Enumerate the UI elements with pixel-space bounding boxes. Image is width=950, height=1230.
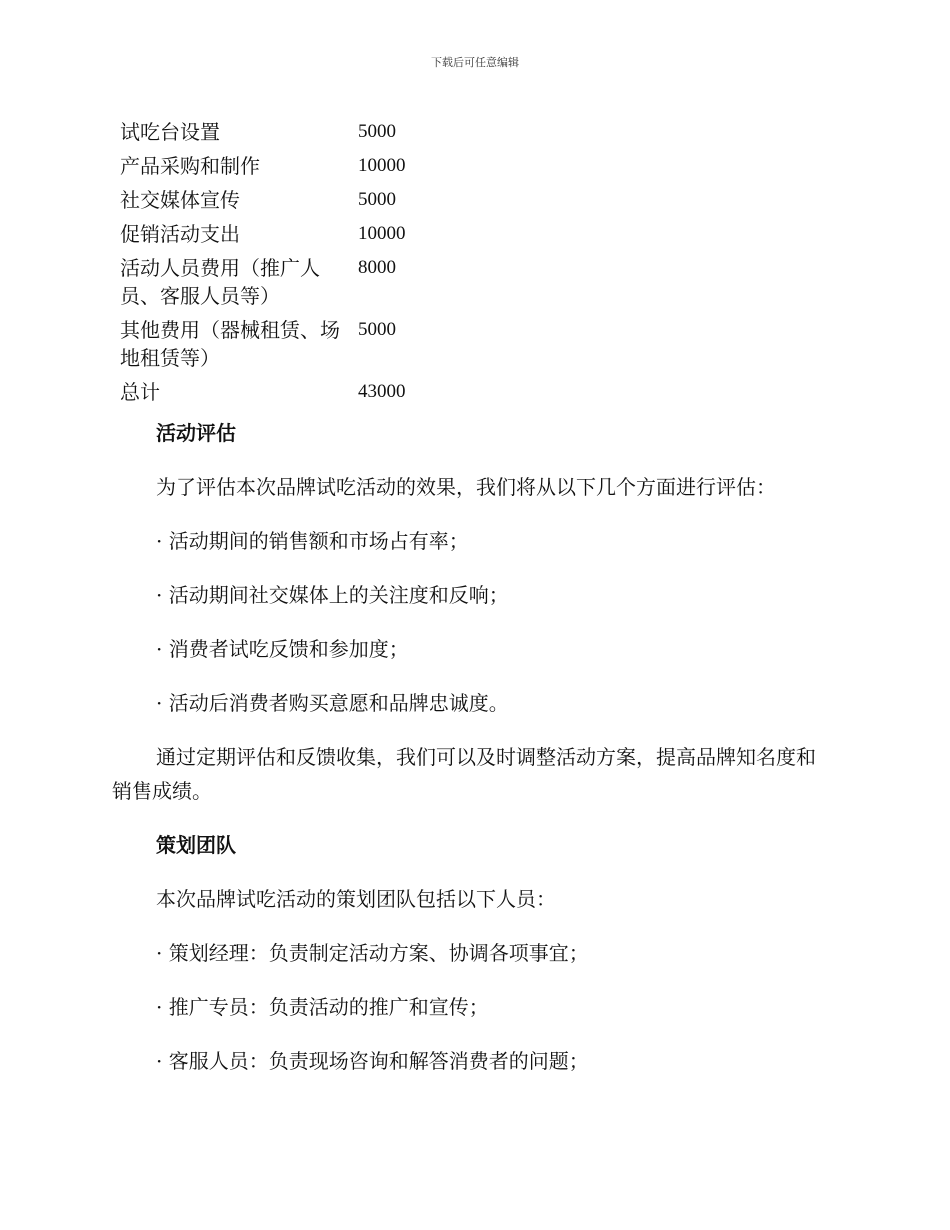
document-body (112, 416, 832, 1098)
budget-item: 活动人员费用（推广人员、客服人员等） (120, 256, 320, 308)
list-item: · 策划经理：负责制定活动方案、协调各项事宜； (156, 941, 589, 965)
budget-item: 社交媒体宣传 (120, 188, 240, 212)
evaluation-intro: 为了评估本次品牌试吃活动的效果，我们将从以下几个方面进行评估： (156, 475, 776, 499)
budget-item: 其他费用（器械租赁、场地租赁等） (120, 318, 340, 370)
budget-amount: 8000 (358, 257, 396, 278)
list-item: · 活动期间社交媒体上的关注度和反响； (156, 583, 509, 607)
budget-amount: 5000 (358, 189, 396, 210)
table-row (120, 184, 480, 218)
budget-item: 促销活动支出 (120, 222, 240, 246)
list-item: · 活动期间的销售额和市场占有率； (156, 529, 469, 553)
table-row (120, 116, 480, 150)
table-row (120, 314, 480, 376)
table-row (120, 150, 480, 184)
team-heading: 策划团队 (156, 833, 236, 857)
table-row (120, 218, 480, 252)
page-header: 下载后可任意编辑 (431, 56, 519, 69)
budget-total-label: 总计 (120, 380, 160, 404)
list-item: · 推广专员：负责活动的推广和宣传； (156, 995, 489, 1019)
table-row (120, 252, 480, 314)
budget-amount: 10000 (358, 223, 406, 244)
budget-item: 产品采购和制作 (120, 154, 260, 178)
evaluation-heading: 活动评估 (156, 421, 236, 445)
list-item: · 消费者试吃反馈和参加度； (156, 637, 409, 661)
list-item: · 活动后消费者购买意愿和品牌忠诚度。 (156, 691, 509, 715)
budget-item: 试吃台设置 (120, 120, 220, 144)
team-intro: 本次品牌试吃活动的策划团队包括以下人员： (156, 887, 556, 911)
budget-amount: 10000 (358, 155, 406, 176)
budget-amount: 5000 (358, 121, 396, 142)
budget-amount: 5000 (358, 319, 396, 340)
budget-total-amount: 43000 (358, 381, 406, 402)
evaluation-closing: 通过定期评估和反馈收集，我们可以及时调整活动方案，提高品牌知名度和销售成绩。 (112, 745, 816, 803)
budget-table (120, 116, 480, 410)
table-row (120, 376, 480, 410)
list-item: · 客服人员：负责现场咨询和解答消费者的问题； (156, 1049, 589, 1073)
